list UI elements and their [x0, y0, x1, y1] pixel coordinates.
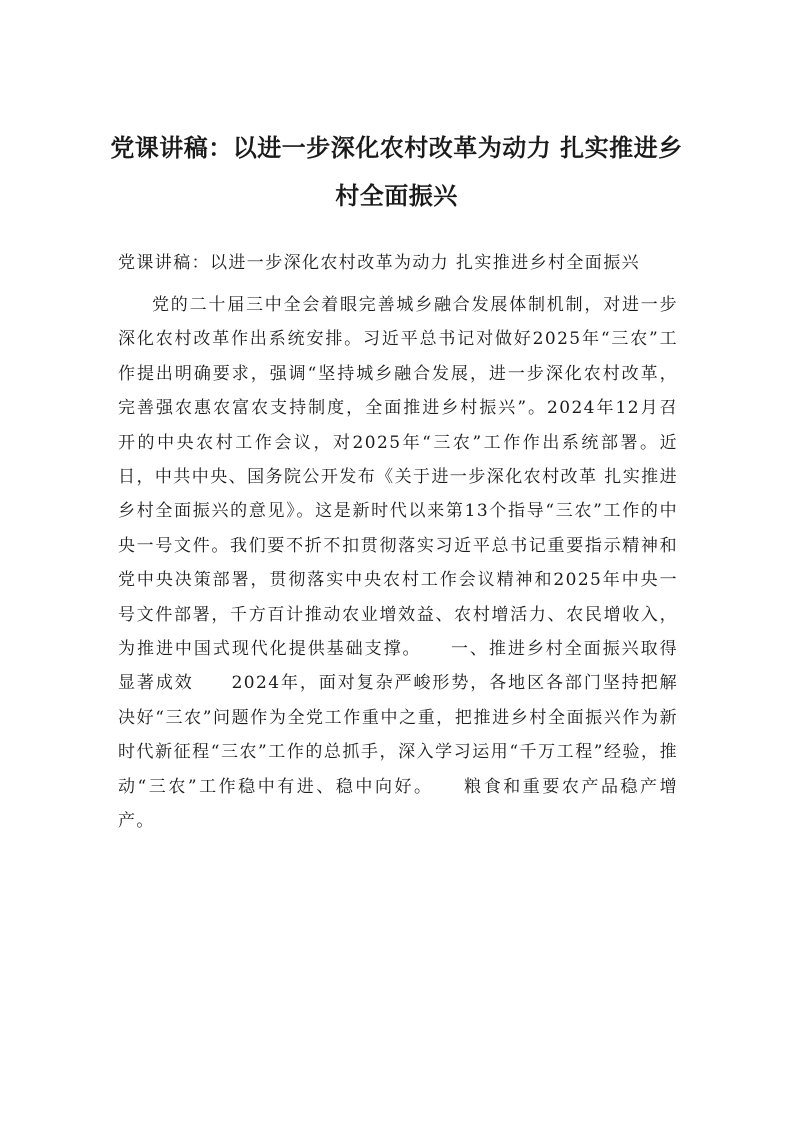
document-subtitle: 党课讲稿：以进一步深化农村改革为动力 扎实推进乡村全面振兴	[118, 253, 641, 273]
body-paragraph: 党的二十届三中全会着眼完善城乡融合发展体制机制，对进一步深化农村改革作出系统安排。习近平总书记对做好2025年“三农”工作提出明确要求，强调“坚持城乡融合发展，进一步深化农村改革，完善强农惠农富农支持制度，全面推进乡村振兴”。2024年12月召开的中央农村工作会议，对2025年“三农”工作作出系统部署。近日，中共中央、国务院公开发布《关于进一步深化农村改革 扎实推进乡村全面振兴的意见》。这是新时代以来第13个指导“三农”工作的中央一号文件。我们要不折不扣贯彻落实习近平总书记重要指示精神和党中央决策部署，贯彻落实中央农村工作会议精神和2025年中央一号文件部署，千方百计推动农业增效益、农村增活力、农民增收入，为推进中国式现代化提供基础支撑。 一、推进乡村全面振兴取得显著成效 2024年，面对复杂严峻形势，各地区各部门坚持把解决好“三农”问题作为全党工作重中之重，把推进乡村全面振兴作为新时代新征程“三农”工作的总抓手，深入学习运用“千万工程”经验，推动“三农”工作稳中有进、稳中向好。 粮食和重要农产品稳产增产。	[118, 295, 678, 832]
document-body	[118, 246, 678, 839]
document-title: 党课讲稿：以进一步深化农村改革为动力 扎实推进乡村全面振兴	[110, 134, 683, 210]
